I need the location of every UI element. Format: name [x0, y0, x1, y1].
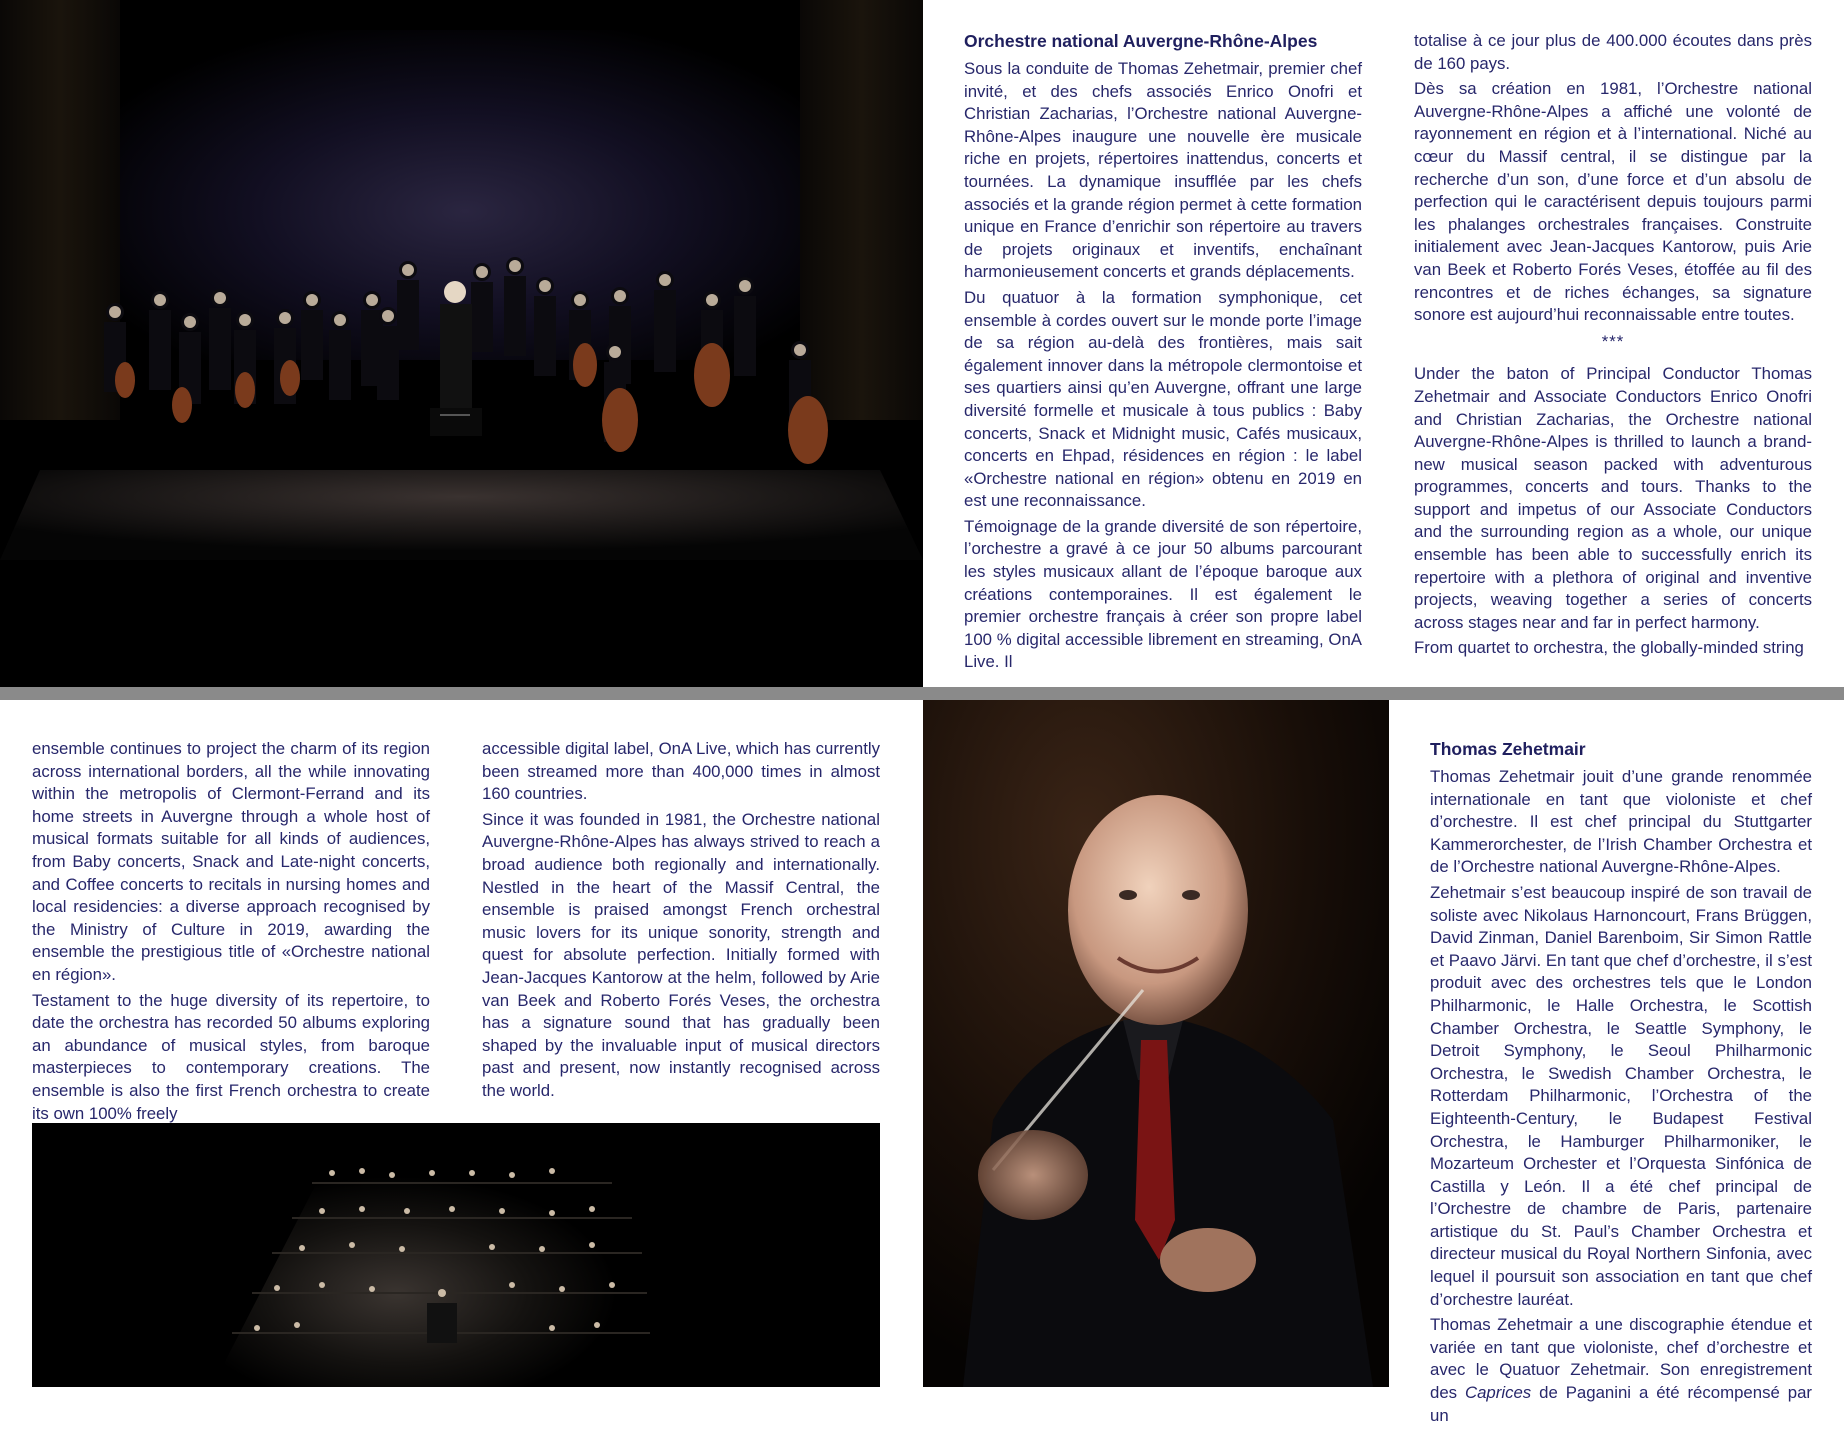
top-spread — [0, 0, 1844, 687]
paragraph: Zehetmair s’est beaucoup inspiré de son travail de soliste avec Nikolaus Harnoncourt, Frans Brüggen, David Zinman, Daniel Barenboim, Sir Simon Rattle et Paavo Järvi. En tant que chef d’orchestre, il s’est produit avec des orchestres tels que le London Philharmonic, le Halle Orchestra, le Scottish Chamber Orchestra, le Seattle Symphony, le Detroit Symphony, le Seoul Philharmonic Orchestra, le Swedish Chamber Orchestra, le Rotterdam Philharmonic, l’Orchestra of the Eighteenth-Century, le Budapest Festival Orchestra, le Hamburger Philharmoniker, le Mozarteum Orchester et l’Orquesta Sinfónica de Castilla y León. Il a été chef principal de l’Orchestre de chambre de Paris, partenaire artistique du St. Paul’s Chamber Orchestra et directeur musical du Royal Northern Sinfonia, avec lequel il poursuit son association en tant que chef d’orchestre lauréat. — [1430, 882, 1812, 1309]
orchestra-stage-photo — [0, 0, 923, 687]
paragraph: ensemble continues to project the charm of its region across international borders, all the while innovating within the metropolis of Clermont-Ferrand and its home streets in Auvergne through a whole host of musical formats suitable for all kinds of audiences, from Baby concerts, Snack and Late-night concerts, and Coffee concerts to recitals in nursing homes and local residencies: a diverse approach recognised by the Ministry of Culture in 2019, awarding the ensemble the prestigious title of «Orchestre national en région». — [32, 739, 430, 984]
paragraph-text: Thomas Zehetmair a une discographie étendue et variée en tant que violoniste, chef d’orchestre et avec le Quatuor Zehetmair. Son enregistrement des — [1430, 1315, 1812, 1403]
text-column-top-2 — [1414, 30, 1812, 663]
caprices-title: Caprices — [1464, 1383, 1532, 1403]
paragraph: Dès sa création en 1981, l’Orchestre national Auvergne-Rhône-Alpes a affiché une volonté de rayonnement en région et à l’international. Niché au cœur du Massif central, il se distingue par la recherche d’un son, d’une force et d’un absolu de perfection qui le caractérisent depuis toujours parmi les phalanges orchestrales françaises. Construite initialement avec Jean-Jacques Kantorow, puis Arie van Beek et Roberto Forés Veses, étoffée au fil des rencontres et de riches échanges, sa signature sonore est aujourd’hui reconnaissable entre toutes. — [1414, 79, 1812, 325]
paragraph: accessible digital label, OnA Live, which has currently been streamed more than 400,000 times in almost 160 countries. — [482, 739, 880, 804]
paragraph: totalise à ce jour plus de 400.000 écoutes dans près de 160 pays. — [1414, 31, 1812, 73]
text-column-top-1 — [964, 30, 1362, 677]
orchestra-overhead-photo — [32, 1123, 880, 1387]
paragraph: Thomas Zehetmair jouit d’une grande renommée internationale en tant que violoniste et chef d’orchestre. Il est chef principal du Stuttgarter Kammerorchester, de l’Irish Chamber Orchestra et de l’Orchestre national Auvergne-Rhône-Alpes. — [1430, 767, 1812, 877]
paragraph: Du quatuor à la formation symphonique, cet ensemble à cordes ouvert sur le monde porte l’image de sa région au-delà des frontières, mais sait également innover dans la métropole clermontoise et ses quartiers ainsi qu’en Auvergne, offrant une large diversité formelle et musicale à tous publics : Baby concerts, Snack et Midnight music, Cafés musicaux, concerts en Ehpad, résidences en région : le label «Orchestre national en région» obtenu en 2019 en est une reconnaissance. — [964, 287, 1362, 511]
paragraph: Sous la conduite de Thomas Zehetmair, premier chef invité, et des chefs associés Enrico Onofri et Christian Zacharias, l’Orchestre national Auvergne-Rhône-Alpes inaugure une nouvelle ère musicale riche en projets, répertoires inattendus, concerts et tournées. La dynamique insufflée par les chefs associés et la grande région permet à cette formation unique en France d’enrichir son répertoire au travers de projets originaux et inventifs, enchaînant harmonieusement concerts et grands déplacements. — [964, 59, 1362, 282]
paragraph: Témoignage de la grande diversité de son répertoire, l’orchestre a gravé à ce jour 50 albums parcourant les styles musicaux allant de l’époque baroque aux créations contemporaines. Il est également le premier orchestre français à créer son propre label 100 % digital accessible librement en streaming, OnA Live. Il — [964, 516, 1362, 672]
paragraph: Since it was founded in 1981, the Orchestre national Auvergne-Rhône-Alpes has always strived to reach a broad audience both regionally and internationally. Nestled in the heart of the Massif Central, the ensemble is praised amongst French orchestral music lovers for its unique sonority, strength and quest for absolute perfection. Initially formed with Jean-Jacques Kantorow at the helm, followed by Arie van Beek and Roberto Forés Veses, the orchestra has a signature sound that has gradually been shaped by the invaluable input of musical directors past and present, now instantly recognised across the world. — [482, 809, 880, 1100]
separator-stars: *** — [1601, 331, 1625, 351]
paragraph-text: de Paganini a été récompensé par un — [1430, 1383, 1812, 1425]
text-column-bottom-1 — [32, 738, 430, 1128]
paragraph — [1430, 1314, 1812, 1427]
text-column-bottom-2 — [482, 738, 880, 1106]
conductor-portrait-photo — [923, 700, 1389, 1387]
section-heading-conductor: Thomas Zehetmair — [1430, 739, 1586, 759]
page-gutter — [0, 687, 1844, 700]
paragraph: Under the baton of Principal Conductor Thomas Zehetmair and Associate Conductors Enrico Onofri and Christian Zacharias, the Orchestre national Auvergne-Rhône-Alpes is thrilled to launch a brand-new musical season packed with adventurous programmes, concerts and tours. Thanks to the support and impetus of our Associate Conductors and the surrounding region as a whole, our unique ensemble has been able to successfully enrich its repertoire with a plethora of original and inventive projects, weaving together a series of concerts across stages near and far in perfect harmony. — [1414, 364, 1812, 632]
paragraph: From quartet to orchestra, the globally-minded string — [1414, 638, 1804, 658]
bottom-spread — [0, 700, 1844, 1425]
text-column-bottom-3 — [1430, 738, 1812, 1430]
section-heading-orchestra: Orchestre national Auvergne-Rhône-Alpes — [964, 31, 1318, 51]
paragraph: Testament to the huge diversity of its repertoire, to date the orchestra has recorded 50 albums exploring an abundance of musical styles, from baroque masterpieces to contemporary creations. The ensemble is also the first French orchestra to create its own 100% freely — [32, 990, 430, 1123]
